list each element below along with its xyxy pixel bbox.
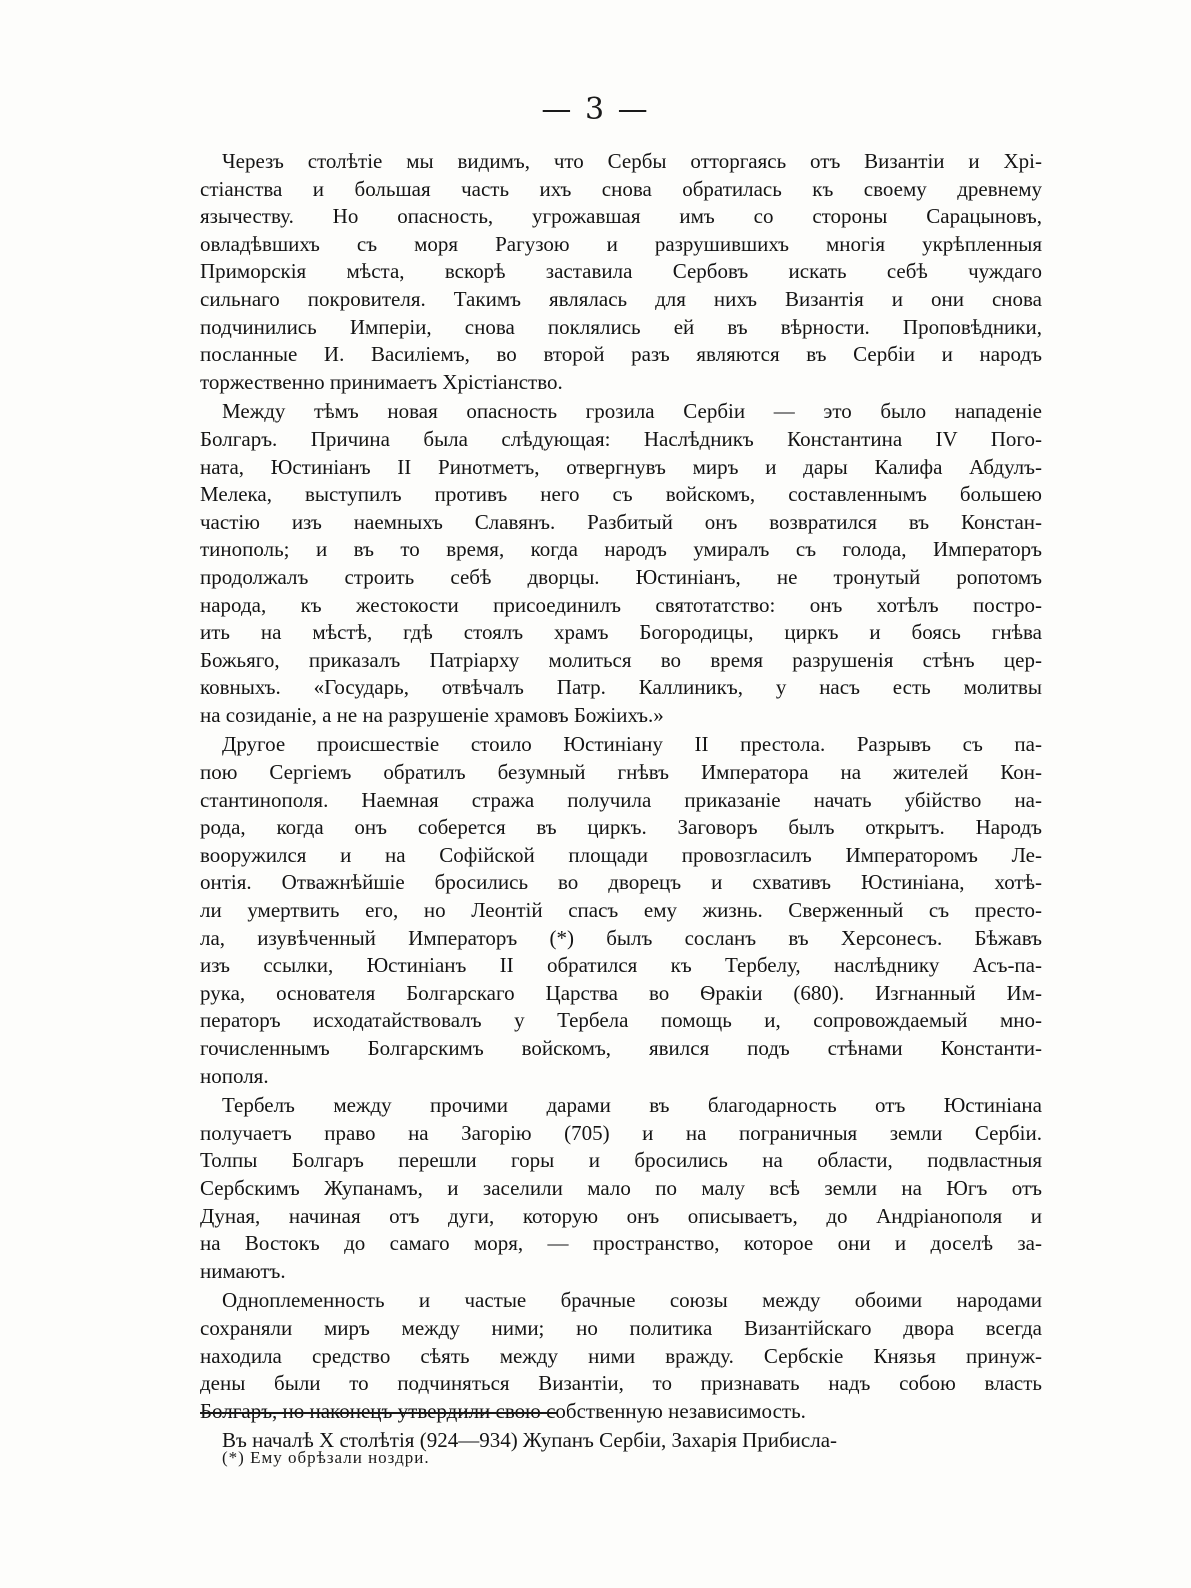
- text-line: гочисленнымъ Болгарскимъ войскомъ, явился подъ стѣнами Константи-: [200, 1036, 1042, 1060]
- text-line: овладѣвшихъ съ моря Рагузою и разрушившихъ многія укрѣпленныя: [200, 231, 1042, 256]
- text-line: народа, къ жестокости присоединилъ святотатство: онъ хотѣлъ постро-: [200, 592, 1042, 617]
- text-line: стантинополя. Наемная стража получила приказаніе начать убійство на-: [200, 787, 1042, 812]
- text-line: Черезъ столѣтіе мы видимъ, что Сербы отторгаясь отъ Византіи и Хрі-: [222, 149, 1042, 173]
- text-line: Между тѣмъ новая опасность грозила Сербіи — это было нападеніе: [222, 399, 1042, 424]
- text-line: Мелека, выступилъ противъ него съ войскомъ, составленнымъ большею: [200, 482, 1042, 507]
- text-line: Болгаръ. Причина была слѣдующая: Наслѣдникъ Константина IV Пого-: [200, 426, 1042, 451]
- text-line: торжественно принимаетъ Хрістіанство.: [200, 369, 563, 394]
- text-line: частію изъ наемныхъ Славянъ. Разбитый онъ возвратился въ Констан-: [200, 509, 1042, 534]
- text-line: рода, когда онъ соберется въ циркъ. Заговоръ былъ открытъ. Народъ: [200, 815, 1042, 840]
- text-line: изъ ссылки, Юстиніанъ II обратился къ Тербелу, наслѣднику Асъ-па-: [200, 953, 1042, 978]
- text-line: вооружился и на Софійской площади провозгласилъ Императоромъ Ле-: [200, 842, 1042, 867]
- footnote: (*) Ему обрѣзали ноздри.: [222, 1448, 430, 1467]
- text-line: Толпы Болгаръ перешли горы и бросились на области, подвластныя: [200, 1148, 1042, 1173]
- paragraph: [200, 731, 1042, 1090]
- footnote-divider: [200, 1412, 558, 1414]
- text-line: Дуная, начиная отъ дуги, которую онъ описываетъ, до Андріанополя и: [200, 1203, 1042, 1228]
- text-line: находила средство сѣять между ними вражду. Сербскіе Князья принуж-: [200, 1343, 1042, 1368]
- text-line: пою Сергіемъ обратилъ безумный гнѣвъ Императора на жителей Кон-: [200, 760, 1042, 785]
- text-line: онтія. Отважнѣйшіе бросились во дворецъ и схвативъ Юстиніана, хотѣ-: [200, 870, 1042, 895]
- paragraph: [200, 148, 1042, 396]
- text-line: посланные И. Василіемъ, во второй разъ являются въ Сербіи и народъ: [200, 342, 1042, 367]
- text-line: рука, основателя Болгарскаго Царства во Ѳракіи (680). Изгнанный Им-: [200, 980, 1042, 1005]
- text-line: нимаютъ.: [200, 1258, 286, 1283]
- text-line: на созиданіе, а не на разрушеніе храмовъ Божіихъ.»: [200, 702, 664, 727]
- text-line: ната, Юстиніанъ II Ринотметъ, отвергнувъ миръ и дары Калифа Абдулъ-: [200, 454, 1042, 479]
- page-number: — 3 —: [541, 92, 650, 127]
- text-line: сохраняли миръ между ними; но политика Византійскаго двора всегда: [200, 1315, 1042, 1340]
- text-line: Тербелъ между прочими дарами въ благодарность отъ Юстиніана: [222, 1093, 1042, 1118]
- paragraph: [200, 398, 1042, 729]
- body-text: [200, 148, 1042, 1457]
- text-line: сильнаго покровителя. Такимъ являлась для нихъ Византія и они снова: [200, 286, 1042, 311]
- text-line: получаетъ право на Загорію (705) и на пограничныя земли Сербіи.: [200, 1120, 1042, 1145]
- text-line: Божьяго, приказалъ Патріарху молиться во время разрушенія стѣнъ цер-: [200, 647, 1042, 672]
- text-line: ли умертвить его, но Леонтій спасъ ему жизнь. Сверженный съ престо-: [200, 898, 1042, 923]
- text-line: ла, изувѣченный Императоръ (*) былъ сосланъ въ Херсонесъ. Бѣжавъ: [200, 925, 1042, 950]
- paragraph: [200, 1092, 1042, 1285]
- text-line: Въ началѣ X столѣтія (924—934) Жупанъ Сербіи, Захарія Прибисла-: [222, 1428, 838, 1453]
- text-line: тинополь; и въ то время, когда народъ умиралъ съ голода, Императоръ: [200, 537, 1042, 562]
- text-line: ковныхъ. «Государь, отвѣчалъ Патр. Каллиникъ, у насъ есть молитвы: [200, 675, 1042, 700]
- text-line: на Востокъ до самаго моря, — пространство, которое они и доселѣ за-: [200, 1231, 1042, 1256]
- text-line: Сербскимъ Жупанамъ, и заселили мало по малу всѣ земли на Югъ отъ: [200, 1175, 1042, 1200]
- text-line: ператоръ исходатайствовалъ у Тербела помощь и, сопровождаемый мно-: [200, 1008, 1042, 1033]
- text-line: язычеству. Но опасность, угрожавшая имъ со стороны Сарацыновъ,: [200, 204, 1042, 229]
- text-line: Одноплеменность и частые брачные союзы между обоими народами: [222, 1288, 1042, 1313]
- text-line: стіанства и большая часть ихъ снова обратилась къ своему древнему: [200, 176, 1042, 201]
- text-line: продолжалъ строить себѣ дворцы. Юстиніанъ, не тронутый ропотомъ: [200, 564, 1042, 589]
- text-line: Приморскія мѣста, вскорѣ заставила Сербовъ искать себѣ чуждаго: [200, 259, 1042, 284]
- text-line: Другое происшествіе стоило Юстиніану II престола. Разрывъ съ па-: [222, 732, 1042, 757]
- text-line: Болгаръ, но наконецъ утвердили свою собственную независимость.: [200, 1398, 806, 1423]
- text-line: нополя.: [200, 1063, 269, 1088]
- text-line: подчинились Имперіи, снова поклялись ей въ вѣрности. Проповѣдники,: [200, 314, 1042, 339]
- text-line: дены были то подчиняться Византіи, то признавать надъ собою власть: [200, 1371, 1042, 1396]
- paragraph: [200, 1287, 1042, 1425]
- text-line: ить на мѣстѣ, гдѣ стоялъ храмъ Богородицы, циркъ и боясь гнѣва: [200, 620, 1042, 645]
